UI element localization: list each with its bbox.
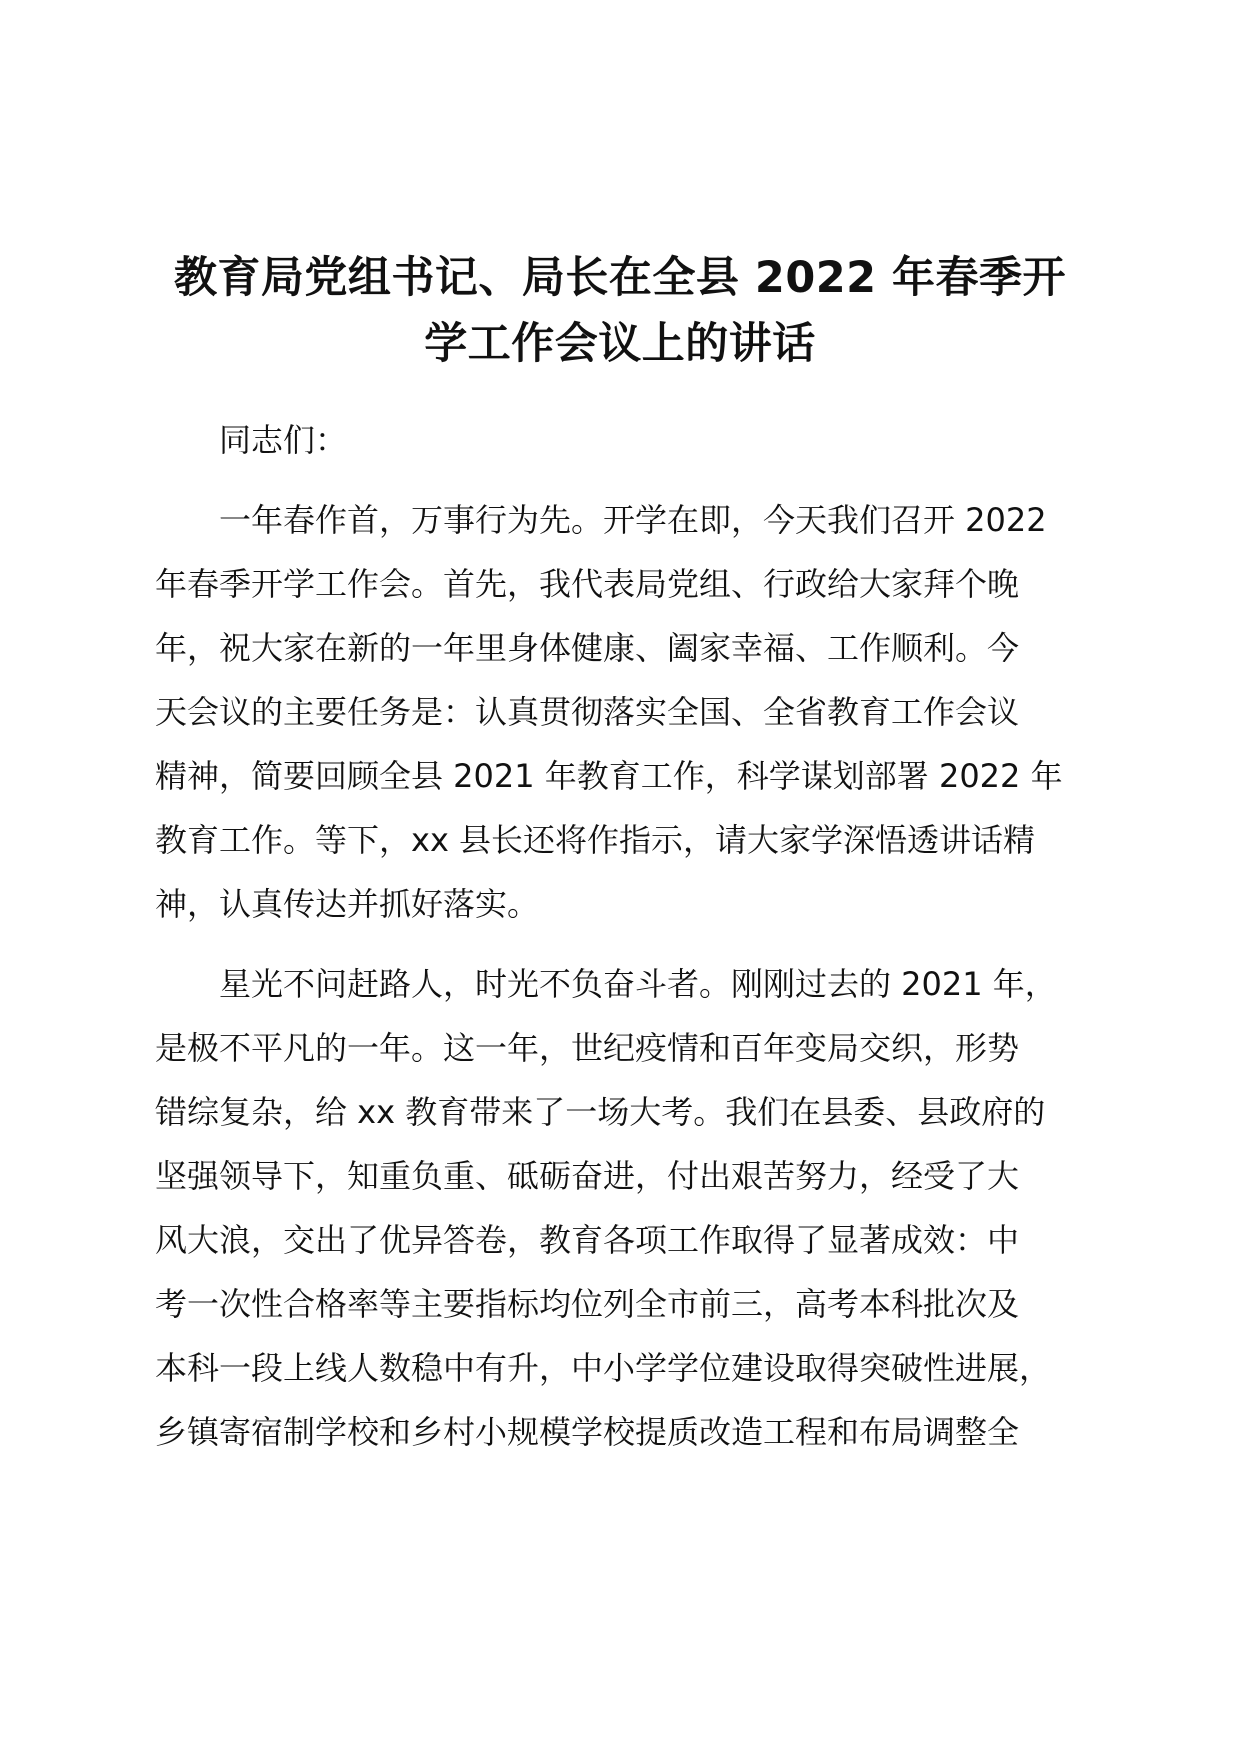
paragraph-line: 精神，简要回顾全县 2021 年教育工作，科学谋划部署 2022 年 <box>155 757 1063 795</box>
paragraph-line: 本科一段上线人数稳中有升，中小学学位建设取得突破性进展， <box>155 1349 1052 1387</box>
paragraph-line: 坚强领导下，知重负重、砥砺奋进，付出艰苦努力，经受了大 <box>155 1157 1020 1195</box>
document-body <box>155 408 1090 1464</box>
paragraph-1 <box>155 488 1090 936</box>
paragraph-line: 教育工作。等下，xx 县长还将作指示，请大家学深悟透讲话精 <box>155 821 1036 859</box>
title-line-1: 教育局党组书记、局长在全县 2022 年春季开 <box>173 253 1067 303</box>
paragraph-line: 乡镇寄宿制学校和乡村小规模学校提质改造工程和布局调整全 <box>155 1413 1020 1451</box>
paragraph-2 <box>155 952 1090 1464</box>
paragraph-line: 年，祝大家在新的一年里身体健康、阖家幸福、工作顺利。今 <box>155 629 1020 667</box>
paragraph-line: 是极不平凡的一年。这一年，世纪疫情和百年变局交织，形势 <box>155 1029 1020 1067</box>
title-line-2: 学工作会议上的讲话 <box>424 319 816 369</box>
document-title <box>150 245 1090 377</box>
paragraph-line: 错综复杂，给 xx 教育带来了一场大考。我们在县委、县政府的 <box>155 1093 1046 1131</box>
paragraph-line: 考一次性合格率等主要指标均位列全市前三，高考本科批次及 <box>155 1285 1020 1323</box>
paragraph-line: 风大浪，交出了优异答卷，教育各项工作取得了显著成效：中 <box>155 1221 1020 1259</box>
paragraph-line: 年春季开学工作会。首先，我代表局党组、行政给大家拜个晚 <box>155 565 1020 603</box>
salutation: 同志们： <box>219 421 348 459</box>
paragraph-line: 天会议的主要任务是：认真贯彻落实全国、全省教育工作会议 <box>155 693 1020 731</box>
paragraph-line: 神，认真传达并抓好落实。 <box>155 885 540 923</box>
paragraph-line: 一年春作首，万事行为先。开学在即，今天我们召开 2022 <box>219 501 1047 539</box>
paragraph-line: 星光不问赶路人，时光不负奋斗者。刚刚过去的 2021 年， <box>219 965 1057 1003</box>
